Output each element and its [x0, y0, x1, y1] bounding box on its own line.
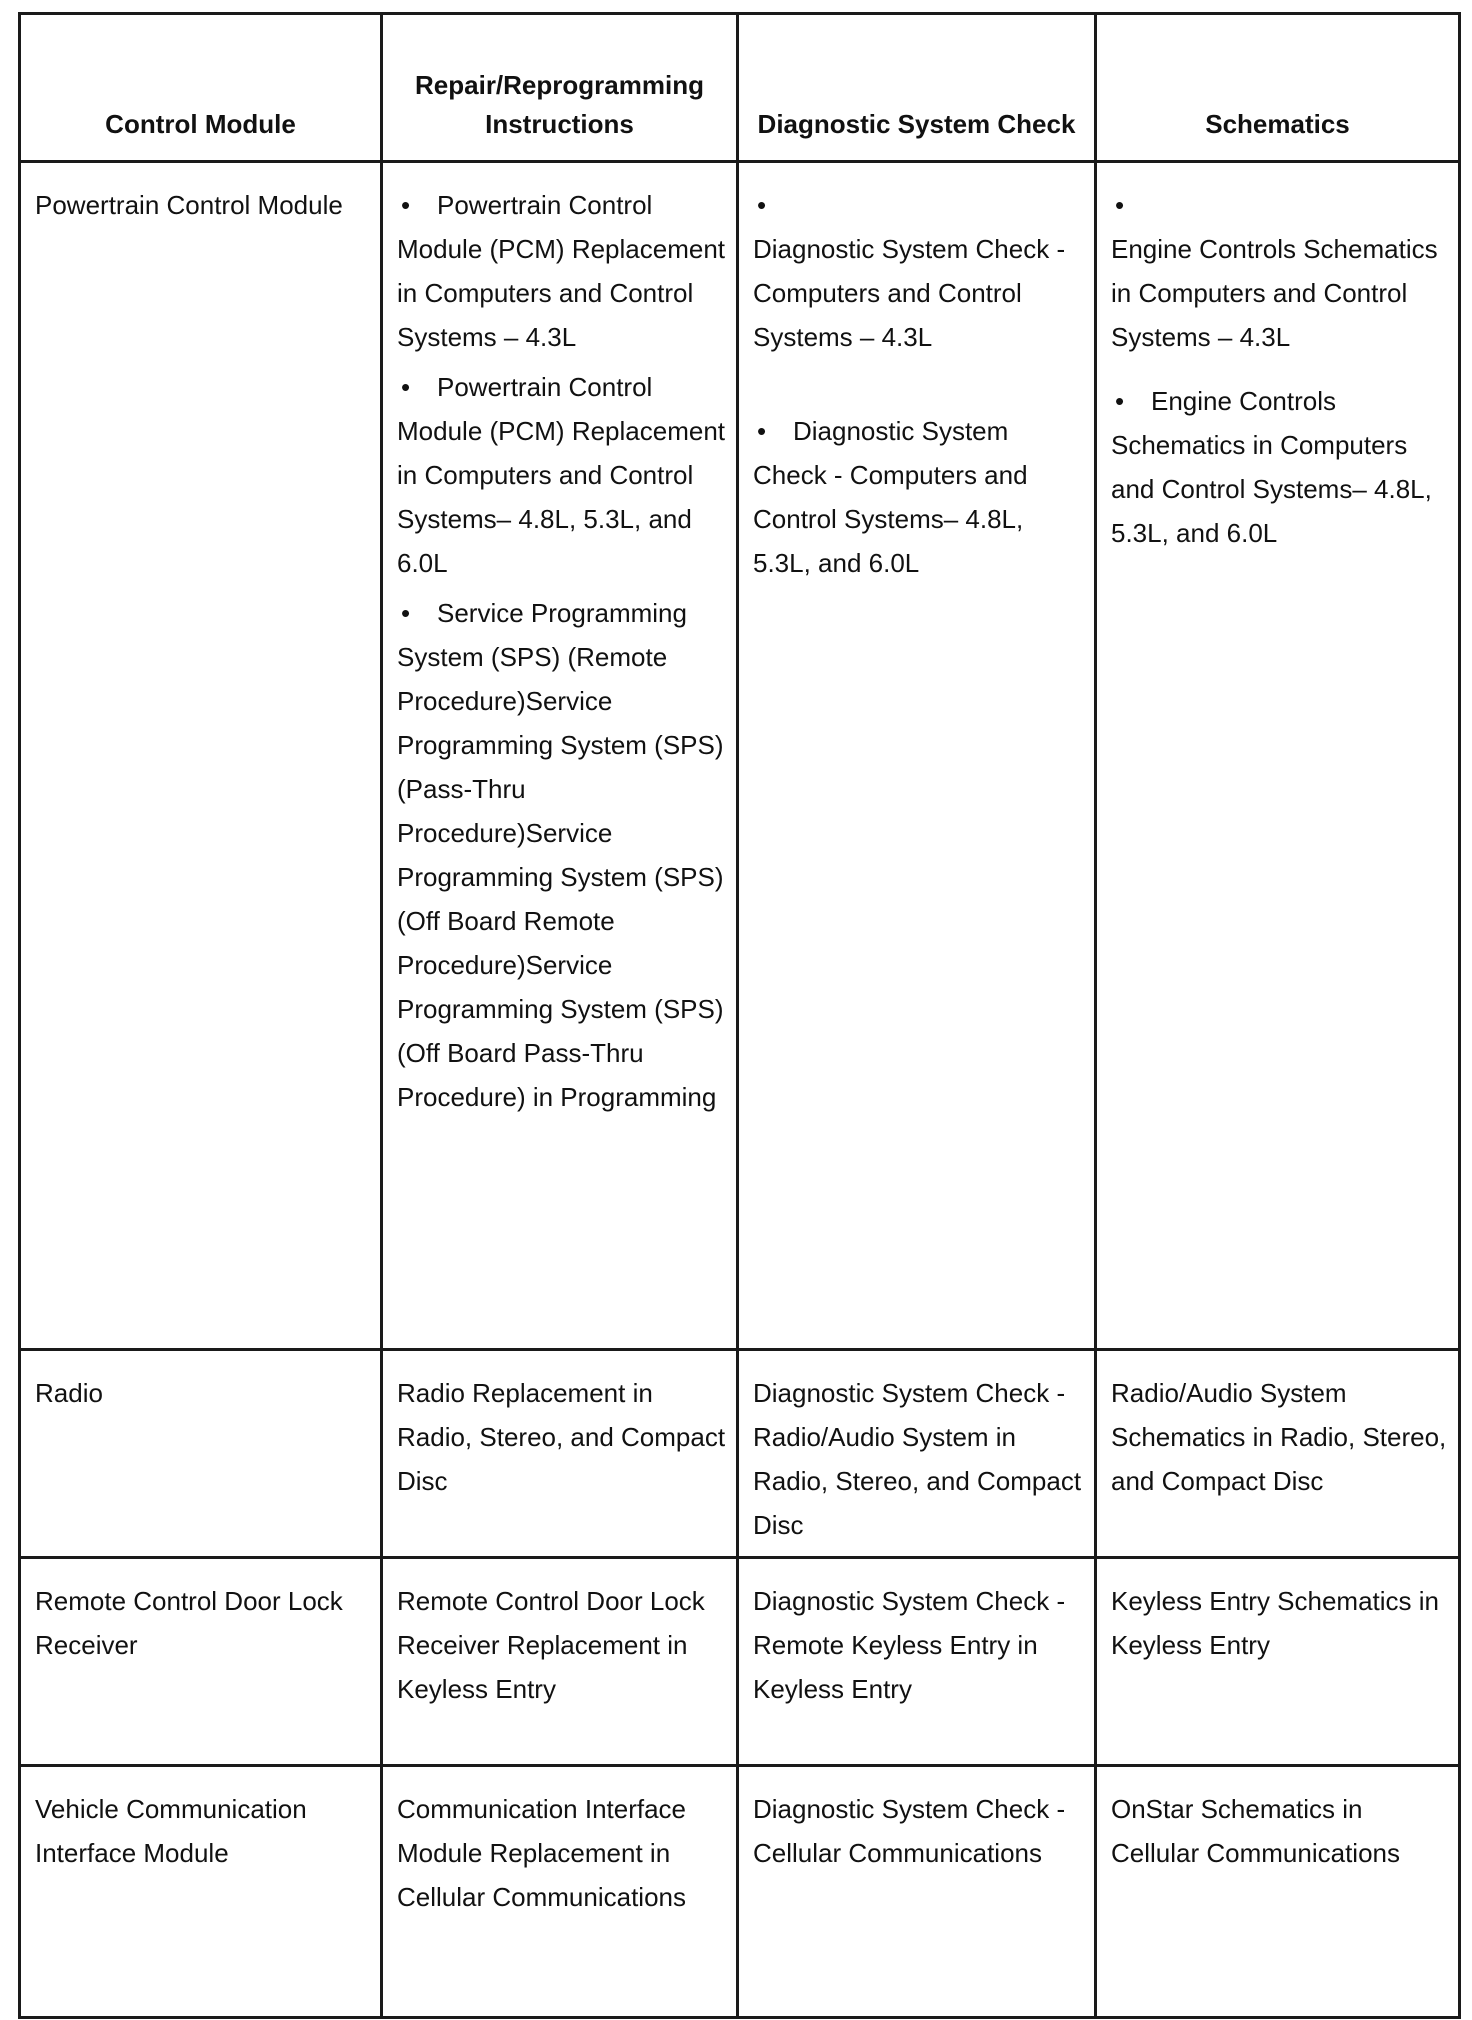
- header-schematics: Schematics: [1096, 14, 1460, 162]
- header-repair-reprogramming-instructions: Repair/Reprogramming Instructions: [382, 14, 738, 162]
- repair-entry: [397, 365, 730, 585]
- cell-repair-instructions: [382, 1558, 738, 1766]
- repair-link-vcim[interactable]: Communication Interface Module Replacement in Cellular Communications: [397, 1794, 687, 1912]
- cell-schematics: [1096, 1350, 1460, 1558]
- bullet-icon: •: [757, 190, 767, 220]
- cell-repair-instructions: [382, 1766, 738, 2018]
- bullet-icon: •: [1115, 386, 1125, 416]
- repair-link-service-programming-system[interactable]: Service Programming System (SPS) (Remote Procedure)Service Programming System (SPS) (Pass-Thru Procedure)Service Programming System (SPS) (Off Board Remote Procedure)Service Programming System (SPS) (Off Board Pass-Thru Procedure) in Programming: [397, 598, 724, 1112]
- diagnostic-link-rcdlr[interactable]: Diagnostic System Check - Remote Keyless Entry in Keyless Entry: [753, 1586, 1066, 1704]
- cell-schematics: [1096, 1558, 1460, 1766]
- diagnostic-link-pcm-4-3l[interactable]: Diagnostic System Check - Computers and Control Systems – 4.3L: [753, 234, 1066, 352]
- bullet-icon: •: [401, 372, 411, 402]
- repair-link-pcm-4-3l[interactable]: Powertrain Control Module (PCM) Replacement in Computers and Control Systems – 4.3L: [397, 190, 726, 352]
- table-row-remote-control-door-lock-receiver: [20, 1558, 1460, 1766]
- schematics-link-rcdlr[interactable]: Keyless Entry Schematics in Keyless Entry: [1111, 1586, 1440, 1660]
- schematics-link-radio[interactable]: Radio/Audio System Schematics in Radio, Stereo, and Compact Disc: [1111, 1378, 1447, 1496]
- cell-module-name: Radio: [20, 1350, 382, 1558]
- cell-repair-instructions: [382, 162, 738, 1350]
- cell-diagnostic-system-check: [738, 1766, 1096, 2018]
- schematics-link-vcim[interactable]: OnStar Schematics in Cellular Communications: [1111, 1794, 1400, 1868]
- table-row-vehicle-communication-interface-module: [20, 1766, 1460, 2018]
- header-control-module: Control Module: [20, 14, 382, 162]
- bullet-icon: •: [401, 190, 411, 220]
- cell-diagnostic-system-check: [738, 162, 1096, 1350]
- repair-link-pcm-4-8l-5-3l-6-0l[interactable]: Powertrain Control Module (PCM) Replacement in Computers and Control Systems– 4.8L, 5.3L, and 6.0L: [397, 372, 726, 578]
- schematics-entry: [1111, 379, 1452, 555]
- repair-entry: [397, 183, 730, 359]
- diagnostic-link-radio[interactable]: Diagnostic System Check - Radio/Audio System in Radio, Stereo, and Compact Disc: [753, 1378, 1082, 1540]
- cell-schematics: [1096, 162, 1460, 1350]
- bullet-icon: •: [757, 416, 767, 446]
- control-module-reference-table: [18, 12, 1461, 2019]
- diagnostic-link-vcim[interactable]: Diagnostic System Check - Cellular Communications: [753, 1794, 1066, 1868]
- schematics-entry: [1111, 183, 1452, 359]
- repair-link-radio[interactable]: Radio Replacement in Radio, Stereo, and Compact Disc: [397, 1378, 726, 1496]
- header-diagnostic-system-check: Diagnostic System Check: [738, 14, 1096, 162]
- schematics-link-engine-controls-4-3l[interactable]: Engine Controls Schematics in Computers and Control Systems – 4.3L: [1111, 234, 1438, 352]
- cell-module-name: Vehicle Communication Interface Module: [20, 1766, 382, 2018]
- diagnostic-entry: [753, 183, 1088, 359]
- cell-module-name: Powertrain Control Module: [20, 162, 382, 1350]
- repair-entry: [397, 591, 730, 1119]
- cell-schematics: [1096, 1766, 1460, 2018]
- cell-repair-instructions: [382, 1350, 738, 1558]
- bullet-icon: •: [1115, 190, 1125, 220]
- table-row-powertrain-control-module: [20, 162, 1460, 1350]
- diagnostic-link-pcm-4-8l-5-3l-6-0l[interactable]: Diagnostic System Check - Computers and Control Systems– 4.8L, 5.3L, and 6.0L: [753, 416, 1028, 578]
- table-header-row: [20, 14, 1460, 162]
- cell-diagnostic-system-check: [738, 1350, 1096, 1558]
- cell-module-name: Remote Control Door Lock Receiver: [20, 1558, 382, 1766]
- repair-link-rcdlr[interactable]: Remote Control Door Lock Receiver Replacement in Keyless Entry: [397, 1586, 705, 1704]
- bullet-icon: •: [401, 598, 411, 628]
- cell-diagnostic-system-check: [738, 1558, 1096, 1766]
- table-row-radio: [20, 1350, 1460, 1558]
- diagnostic-entry: [753, 409, 1088, 585]
- schematics-link-engine-controls-4-8l-5-3l-6-0l[interactable]: Engine Controls Schematics in Computers and Control Systems– 4.8L, 5.3L, and 6.0L: [1111, 386, 1432, 548]
